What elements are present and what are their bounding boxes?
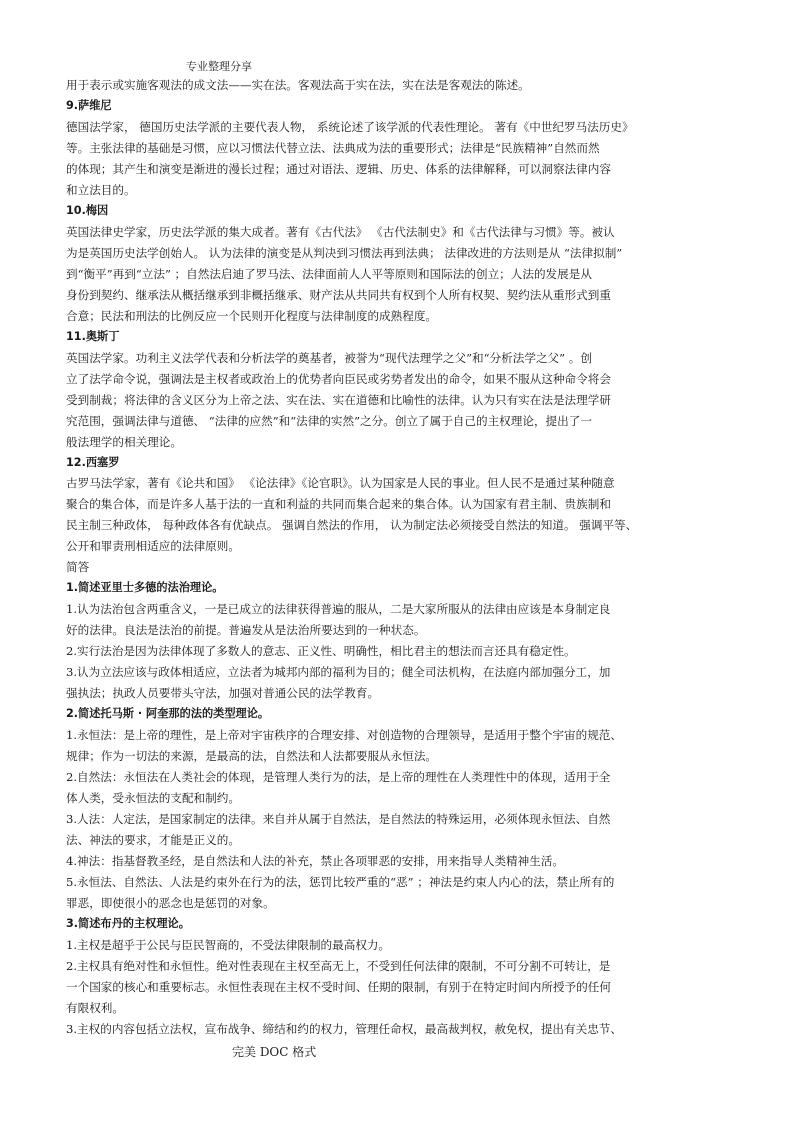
text-line: 合意；民法和刑法的比例反应一个民则开化程度与法律制度的成熟程度。 <box>66 308 438 323</box>
text-line: 为是英国历史法学创始人。 认为法律的演变是从判决到习惯法再到法典； 法律改进的方法则是从 “法律拟制” <box>66 245 623 260</box>
text-line: 简答 <box>66 560 90 575</box>
text-line: 2.实行法治是因为法律体现了多数人的意志、正义性、明确性，相比君主的想法而言还具有稳定性。 <box>66 644 576 659</box>
text-line: 体人类，受永恒法的支配和制约。 <box>66 791 240 805</box>
text-line: 3.认为立法应该与政体相适应，立法者为城邦内部的福利为目的；健全司法机构，在法庭内部加强分工，加 <box>66 665 611 680</box>
section-heading: 1.简述亚里士多德的法治理论。 <box>66 581 224 595</box>
text-line: 到“衡平”再到“立法” ；自然法启迪了罗马法、法律面前人人平等原则和国际法的创立；人法的发展是从 <box>66 266 592 281</box>
text-line: 4.神法：指基督教圣经，是自然法和人法的补充，禁止各项罪恶的安排，用来指导人类精神生活。 <box>66 853 565 868</box>
text-line: 2.主权具有绝对性和永恒性。绝对性表现在主权至高无上，不受到任何法律的限制，不可分割不可转让，是 <box>66 958 611 973</box>
text-line: 1.永恒法：是上帝的理性，是上帝对宇宙秩序的合理安排、对创造物的合理领导，是适用于整个宇宙的规范、 <box>66 728 622 743</box>
text-line: 强执法；执政人员要带头守法，加强对普通公民的法学教育。 <box>66 686 380 701</box>
text-line: 聚合的集合体，而是许多人基于法的一直和利益的共同而集合起来的集合体。认为国家有君主制、贵族制和 <box>66 497 611 512</box>
text-line: 1.认为法治包含两重含义，一是已成立的法律获得普遍的服从，二是大家所服从的法律由应该是本身制定良 <box>66 602 611 617</box>
text-line: 身份到契约、继承法从概括继承到非概括继承、财产法从共同共有权到个人所有权契、契约法从重形式到重 <box>66 287 611 302</box>
text-line: 3.人法：人定法，是国家制定的法律。来自并从属于自然法，是自然法的特殊运用，必须体现永恒法、自然 <box>66 811 611 826</box>
page-footer: 完美 DOC 格式 <box>232 1045 317 1059</box>
text-line: 好的法律。良法是法治的前提。普遍发从是法治所要达到的一种状态。 <box>66 623 426 638</box>
text-line: 般法理学的相关理论。 <box>66 434 182 449</box>
text-line: 等。主张法律的基础是习惯，应以习惯法代替立法、法典成为法的重要形式；法律是“民族精神”自然而然 <box>66 140 600 155</box>
page-header: 专业整理分享 <box>186 60 252 73</box>
text-line: 法、神法的要求，才能是正义的。 <box>66 832 240 847</box>
text-line: 民主制三种政体， 每种政体各有优缺点。 强调自然法的作用， 认为制定法必须接受自然法的知道。 强调平等、 <box>66 518 638 533</box>
text-line: 2.自然法：永恒法在人类社会的体现，是管理人类行为的法，是上帝的理性在人类理性中的体现，适用于全 <box>66 770 611 784</box>
text-line: 和立法目的。 <box>66 182 136 197</box>
section-heading: 10.梅因 <box>66 203 109 217</box>
text-line: 的体现；其产生和演变是渐进的漫长过程；通过对语法、逻辑、历史、体系的法律解释，可以洞察法律内容 <box>66 161 611 176</box>
text-line: 罪恶，即使很小的恶念也是惩罚的对象。 <box>66 895 275 910</box>
text-line: 古罗马法学家，著有《论共和国》 《论法律》《论官职》。认为国家是人民的事业。但人民不是通过某种随意 <box>66 476 615 491</box>
section-heading: 3.简述布丹的主权理论。 <box>66 916 190 930</box>
section-heading: 9.萨维尼 <box>66 99 112 112</box>
section-heading: 11.奥斯丁 <box>66 329 120 343</box>
text-line: 究范围，强调法律与道德、 “法律的应然”和“法律的实然”之分。创立了属于自己的主权理论，提出了一 <box>66 413 592 428</box>
section-heading: 12.西塞罗 <box>66 455 120 469</box>
text-line: 英国法学家。功利主义法学代表和分析法学的奠基者，被誉为“现代法理学之父”和“分析法学之父” 。创 <box>66 350 592 365</box>
text-line: 公开和罪责刑相适应的法律原则。 <box>66 539 240 554</box>
text-line: 1.主权是超乎于公民与臣民智商的，不受法律限制的最高权力。 <box>66 937 391 952</box>
text-line: 有限权利。 <box>66 1000 124 1015</box>
text-line: 受到制裁；将法律的含义区分为上帝之法、实在法、实在道德和比喻性的法律。认为只有实在法是法理学研 <box>66 392 611 407</box>
text-line: 一个国家的核心和重要标志。永恒性表现在主权不受时间、任期的限制，有别于在特定时间内所授予的任何 <box>66 979 611 994</box>
section-heading: 2.简述托马斯 · 阿奎那的法的类型理论。 <box>66 707 270 721</box>
text-line: 立了法学命令说，强调法是主权者或政治上的优势者向臣民或劣势者发出的命令，如果不服从这种命令将会 <box>66 371 611 386</box>
text-line: 3.主权的内容包括立法权，宣布战争、缔结和约的权力，管理任命权，最高裁判权，赦免权，提出有关忠节、 <box>66 1021 622 1036</box>
text-line: 英国法律史学家，历史法学派的集大成者。著有《古代法》 《古代法制史》和《古代法律与习惯》等。被认 <box>66 224 615 239</box>
text-line: 5.永恒法、自然法、人法是约束外在行为的法，惩罚比较严重的“恶” ；神法是约束人内心的法，禁止所有的 <box>66 874 615 889</box>
text-line: 用于表示或实施客观法的成文法——实在法。客观法高于实在法，实在法是客观法的陈述。 <box>66 78 530 92</box>
text-line: 规律；作为一切法的来源，是最高的法，自然法和人法都要服从永恒法。 <box>66 749 438 763</box>
text-line: 德国法学家， 德国历史法学派的主要代表人物， 系统论述了该学派的代表性理论。 著有《中世纪罗马法历史》 <box>66 119 634 134</box>
